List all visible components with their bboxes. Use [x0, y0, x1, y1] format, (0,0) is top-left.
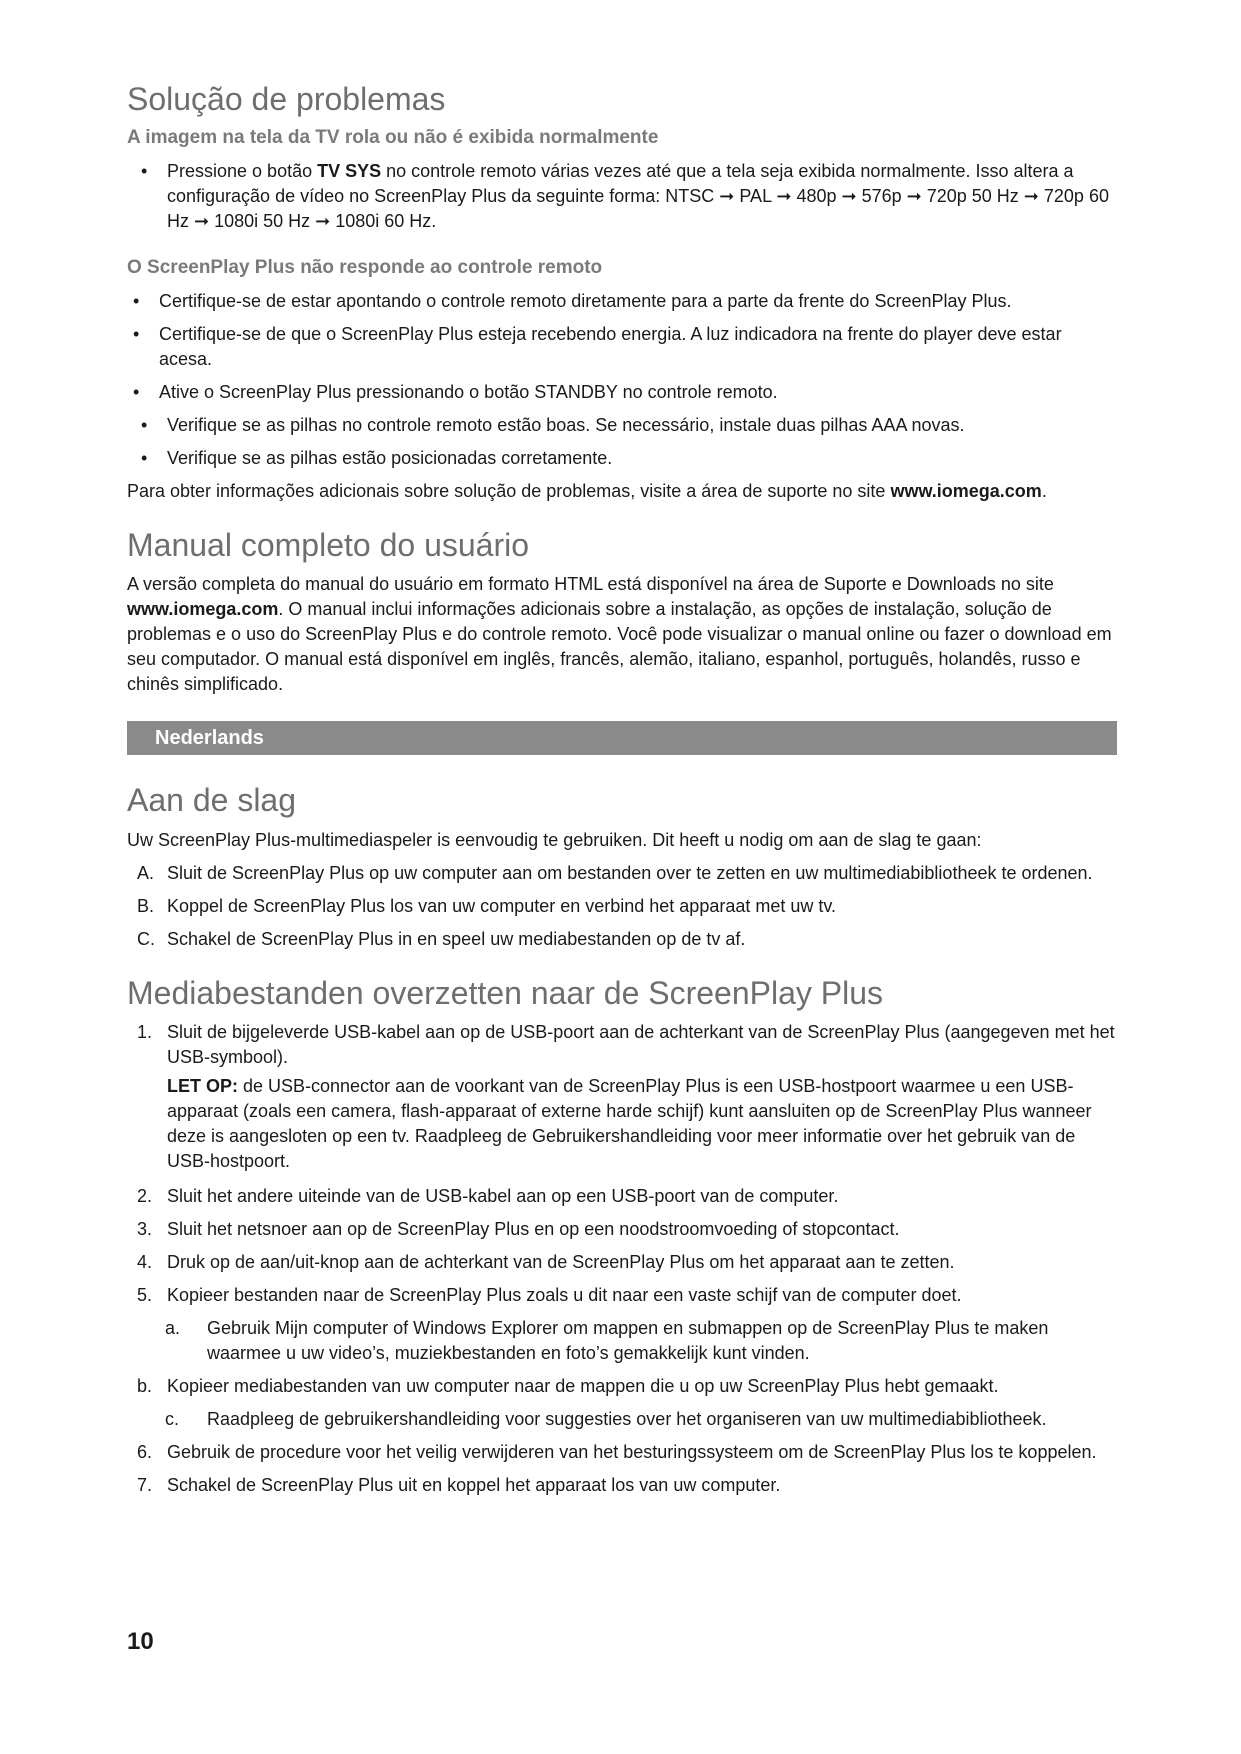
list-item: • Ative o ScreenPlay Plus pressionando o botão STANDBY no controle remoto. [133, 381, 778, 402]
list-item: a. Gebruik Mijn computer of Windows Explorer om mappen en submappen op de ScreenPlay Plus te maken waarmee u uw video’s, muziekbestanden en foto’s gemakkelijk kunt vinden. [165, 1317, 1049, 1363]
list-item: 3. Sluit het netsnoer aan op de ScreenPlay Plus en op een noodstroomvoeding of stopcontact. [137, 1218, 900, 1239]
list-item: 7. Schakel de ScreenPlay Plus uit en koppel het apparaat los van uw computer. [137, 1474, 781, 1495]
list-item: A. Sluit de ScreenPlay Plus op uw computer aan om bestanden over te zetten en uw multimediabibliotheek te ordenen. [137, 862, 1093, 883]
list-item: 1. Sluit de bijgeleverde USB-kabel aan op de USB-poort aan de achterkant van de ScreenPlay Plus (aangegeven met het USB-symbool). [137, 1021, 1115, 1067]
list-item: C. Schakel de ScreenPlay Plus in en speel uw mediabestanden op de tv af. [137, 928, 746, 949]
list-item: 6. Gebruik de procedure voor het veilig verwijderen van het besturingssysteem om de ScreenPlay Plus los te koppelen. [137, 1441, 1097, 1462]
list-item: b. Kopieer mediabestanden van uw computer naar de mappen die u op uw ScreenPlay Plus hebt gemaakt. [137, 1375, 999, 1396]
list-item: • Certifique-se de que o ScreenPlay Plus esteja recebendo energia. A luz indicadora na frente do player deve estar acesa. [133, 323, 1062, 369]
transfer-list-continued [127, 1184, 1117, 1498]
list-item: • Verifique se as pilhas no controle remoto estão boas. Se necessário, instale duas pilhas AAA novas. [141, 414, 965, 435]
subheading-remote: O ScreenPlay Plus não responde ao controle remoto [127, 257, 603, 279]
page-content [127, 80, 1117, 1506]
manual-paragraph: A versão completa do manual do usuário em formato HTML está disponível na área de Suporte e Downloads no site www.iomega.com. O manual inclui informações adicionais sobre a instalação, as opções de instalação, solução de problemas e o uso do ScreenPlay Plus e do controle remoto. Você pode visualizar o manual online ou fazer o download em seu computador. O manual está disponível em inglês, francês, alemão, italiano, espanhol, português, holandês, russo e chinês simplificado. [127, 574, 1112, 695]
steps-list [127, 861, 1117, 952]
language-banner-label: Nederlands [155, 726, 264, 749]
bullet-list-remote [127, 289, 1117, 471]
subheading-tv-image: A imagem na tela da TV rola ou não é exibida normalmente [127, 127, 659, 149]
section-title-manual: Manual completo do usuário [127, 526, 530, 563]
language-banner [127, 721, 1117, 755]
list-item: B. Koppel de ScreenPlay Plus los van uw computer en verbind het apparaat met uw tv. [137, 895, 837, 916]
list-item: • Certifique-se de estar apontando o controle remoto diretamente para a parte da frente do ScreenPlay Plus. [133, 290, 1012, 311]
list-item: c. Raadpleeg de gebruikershandleiding voor suggesties over het organiseren van uw multimediabibliotheek. [165, 1408, 1047, 1429]
list-item: • Verifique se as pilhas estão posicionadas corretamente. [141, 447, 613, 468]
note-paragraph: LET OP: de USB-connector aan de voorkant van de ScreenPlay Plus is een USB-hostpoort waarmee u een USB-apparaat (zoals een camera, flash-apparaat of externe harde schijf) kunt aansluiten op de ScreenPlay Plus wanneer deze is aangesloten op een tv. Raadpleeg de Gebruikershandleiding voor meer informatie over het gebruik van de USB-hostpoort. [167, 1075, 1092, 1171]
list-item: 2. Sluit het andere uiteinde van de USB-kabel aan op een USB-poort van de computer. [137, 1185, 839, 1206]
support-link[interactable]: www.iomega.com [890, 480, 1042, 501]
support-paragraph: Para obter informações adicionais sobre solução de problemas, visite a área de suporte no site www.iomega.com. [127, 480, 1047, 501]
section-title-troubleshooting: Solução de problemas [127, 81, 446, 117]
bullet-list-tv-image [127, 159, 1117, 234]
bullet-marker: • [141, 161, 148, 182]
list-item: 5. Kopieer bestanden naar de ScreenPlay Plus zoals u dit naar een vaste schijf van de computer doet. [137, 1284, 962, 1305]
getting-started-intro: Uw ScreenPlay Plus-multimediaspeler is eenvoudig te gebruiken. Dit heeft u nodig om aan de slag te gaan: [127, 829, 982, 850]
list-item: • Pressione o botão TV SYS no controle remoto várias vezes até que a tela seja exibida normalmente. Isso altera a configuração de vídeo no ScreenPlay Plus da seguinte forma: NTSC ➞ PAL ➞ 480p ➞ 576p ➞ 720p 50 Hz ➞ 720p 60 Hz ➞ 1080i 50 Hz ➞ 1080i 60 Hz. [141, 161, 1109, 232]
transfer-list [127, 1020, 1117, 1070]
section-title-transfer: Mediabestanden overzetten naar de ScreenPlay Plus [127, 974, 884, 1011]
section-title-getting-started: Aan de slag [127, 782, 297, 819]
manual-link[interactable]: www.iomega.com [127, 599, 279, 620]
note-label: LET OP: [167, 1075, 238, 1096]
page-number: 10 [127, 1628, 154, 1655]
list-item: 4. Druk op de aan/uit-knop aan de achterkant van de ScreenPlay Plus om het apparaat aan te zetten. [137, 1251, 955, 1272]
